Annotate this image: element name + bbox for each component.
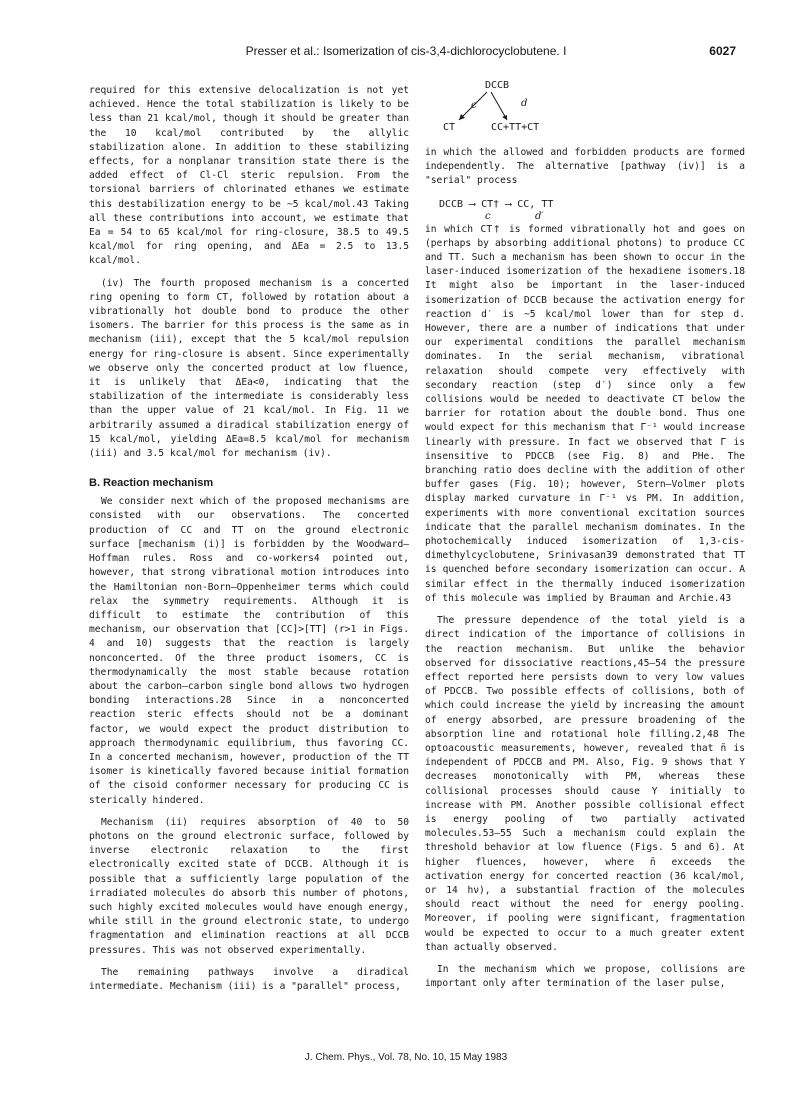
reaction-scheme-serial — [425, 189, 745, 223]
section-heading: B. Reaction mechanism — [89, 477, 214, 490]
paragraph: in which the allowed and forbidden products are formed independently. The alternative [pathway (iv)] is a "serial" process — [425, 147, 745, 187]
scheme-left-product: CT — [443, 122, 456, 133]
left-column — [89, 84, 409, 994]
paragraph: In the mechanism which we propose, collisions are important only after termination of the laser pulse, — [425, 963, 745, 990]
scheme-label-d: d — [521, 98, 528, 109]
paragraph: Mechanism (ii) requires absorption of 40 to 50 photons on the ground electronic surface, followed by inverse electronic relaxation to the first electronically excited state of DCCB. Although it is possible that a sufficiently large population of the irradiated molecules do absorb this number of photons, such highly excited molecules would have enough energy, while still in the ground electronic state, to undergo fragmentation and elimination reactions at all DCCB pressures. This was not observed experimentally. — [89, 816, 409, 956]
running-title: Presser et al.: Isomerization of cis-3,4-dichlorocyclobutene. I — [245, 44, 567, 58]
scheme-right-products: CC+TT+CT — [491, 122, 540, 133]
scheme-serial-label-c: c — [485, 210, 491, 222]
journal-footer: J. Chem. Phys., Vol. 78, No. 10, 15 May 1983 — [304, 1052, 508, 1063]
running-header — [0, 44, 812, 64]
scheme-top-label: DCCB — [485, 80, 510, 91]
paragraph: We consider next which of the proposed mechanisms are consisted with our observations. The concerted production of CC and TT on the ground electronic surface [mechanism (i)] is forbidden by the Woodward–Hoffman rules. Ross and co-workers4 pointed out, however, that strong vibrational motion introduces into the Hamiltonian non-Born–Oppenheimer terms which could relax the symmetry requirements. Although it is difficult to estimate the contribution of this mechanism, our observation that [CC]>[TT] (r>1 in Figs. 4 and 10) suggests that the reaction is largely nonconcerted. Of the three product isomers, CC is thermodynamically the most stable because rotation about the carbon–carbon single bond allows two hydrogen bonding interactions.28 Since in a nonconcerted reaction steric effects should not be a dominant factor, we would expect the product distribution to approach thermodynamic equilibrium, thus favoring CC. In a concerted mechanism, however, production of the TT isomer is kinetically favored because initial formation of the cisoid conformer necessary for producing CC is sterically hindered. — [89, 496, 409, 806]
paragraph: in which CT† is formed vibrationally hot and goes on (perhaps by absorbing additional photons) to produce CC and TT. Such a mechanism has been shown to occur in the laser-induced isomerization of the hexadiene isomers.18 It might also be important in the laser-induced isomerization of DCCB because the activation energy for reaction d′ is ~5 kcal/mol lower than for step d. However, there are a number of indications that under our experimental conditions the parallel mechanism dominates. In the serial mechanism, vibrational relaxation should compete very effectively with secondary reaction (step d′) since only a few collisions would be needed to deactivate CT below the barrier for rotation about the double bond. Thus one would expect for this mechanism that Γ⁻¹ would increase linearly with pressure. In fact we observed that Γ is insensitive to PDCCB (see Fig. 8) and PHe. The branching ratio does decline with the addition of other buffer gases (Fig. 10); however, Stern–Volmer plots display marked curvature in Γ⁻¹ vs PM. In addition, experiments with more conventional excitation sources indicate that the parallel mechanism dominates. In the photochemically induced isomerization of 1,3-cis-dimethylcyclobutene, Srinivasan39 demonstrated that TT is quenched before secondary isomerization can occur. A similar effect in the thermally induced isomerization of this molecule was implied by Brauman and Archie.43 — [425, 223, 745, 604]
scheme-serial-label-d: d′ — [535, 210, 544, 222]
paragraph: The pressure dependence of the total yield is a direct indication of the importance of collisions in the reaction mechanism. But unlike the behavior observed for dissociative reactions,45–54 the pressure effect reported here persists down to very low values of PDCCB. Two possible effects of collisions, both of which could increase the yield by increasing the amount of energy absorbed, are pressure broadening of the absorption line and rotational hole filling.2,48 The optoacoustic measurements, however, revealed that n̄ is independent of PDCCB and PM. Also, Fig. 9 shows that Y decreases monotonically with PM, whereas these collisional processes should cause Y initially to increase with PM. Another possible collisional effect is energy pooling of two partially activated molecules.53–55 Such a mechanism could explain the threshold behavior at low fluence (Figs. 5 and 6). At higher fluences, however, where n̄ exceeds the activation energy for concerted reaction (36 kcal/mol, or 14 hν), a substantial fraction of the molecules should react without the need for energy pooling. Moreover, if pooling were significant, fragmentation would be expected to occur to a much greater extent than actually observed. — [425, 615, 745, 953]
scheme-label-c: c — [471, 100, 477, 111]
paragraph: required for this extensive delocalization is not yet achieved. Hence the total stabilization is likely to be less than 21 kcal/mol, though it should be greater than the 10 kcal/mol contributed by the allylic stabilization alone. In addition to these stabilizing effects, for a nonplanar transition state there is the added effect of Cl-Cl steric repulsion. From the torsional barriers of chlorinated ethanes we estimate this destabilization energy to be ~5 kcal/mol.43 Taking all these contributions into account, we estimate that Ea = 54 to 65 kcal/mol for ring-closure, 38.5 to 49.5 kcal/mol for ring opening, and ΔEa = 2.5 to 13.5 kcal/mol. — [89, 85, 409, 267]
right-column — [425, 80, 745, 991]
paragraph: (iv) The fourth proposed mechanism is a concerted ring opening to form CT, followed by rotation about a vibrationally hot double bond to produce the other isomers. The barrier for this process is the same as in mechanism (iii), except that the 5 kcal/mol repulsion energy for ring-closure is absent. Since experimentally we observe only the concerted product at low fluence, it is unlikely that ΔEa<0, indicating that the stabilization of the intermediate is considerably less than the upper value of 21 kcal/mol. In Fig. 11 we arbitrarily assumed a diradical stabilization energy of 15 kcal/mol, yielding ΔEa=8.5 kcal/mol for mechanism (iii) and 3.5 kcal/mol for mechanism (iv). — [89, 277, 409, 460]
reaction-scheme-parallel — [425, 80, 745, 136]
scheme-serial-text: DCCB ⟶ CT† ⟶ CC, TT — [439, 198, 554, 210]
page-number: 6027 — [709, 44, 736, 58]
paragraph: The remaining pathways involve a diradical intermediate. Mechanism (iii) is a "parallel" process, — [89, 966, 409, 992]
